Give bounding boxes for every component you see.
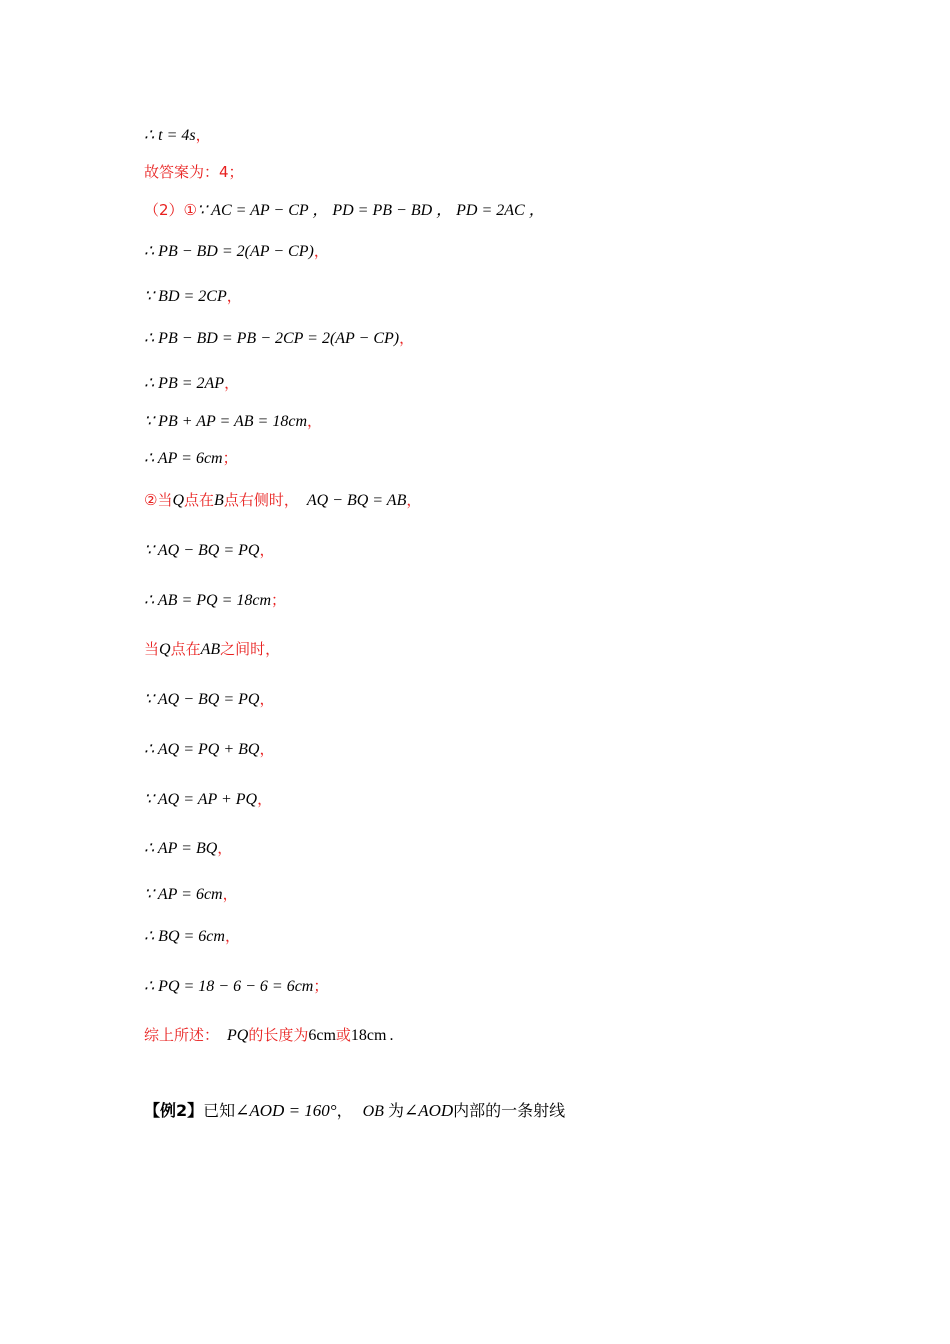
solution-line-8: ∵ PB + AP = AB = 18cm， bbox=[144, 412, 323, 430]
part2-line: （2）①∵ AC = AP − CP ， PD = PB − BD ， PD = 2AC ， bbox=[144, 201, 545, 219]
solution-line-11: ∵ AQ − BQ = PQ， bbox=[144, 541, 275, 559]
case1-heading: ②当Q点在B点右侧时， AQ − BQ = AB， bbox=[144, 491, 422, 509]
solution-line-17: ∴ AP = BQ， bbox=[144, 839, 233, 857]
solution-line-15: ∴ AQ = PQ + BQ， bbox=[144, 740, 275, 758]
solution-line-20: ∴ PQ = 18 − 6 − 6 = 6cm； bbox=[144, 977, 329, 995]
solution-line-18: ∵ AP = 6cm， bbox=[144, 885, 238, 903]
solution-line-5: ∵ BD = 2CP， bbox=[144, 287, 242, 305]
solution-line-4: ∴ PB − BD = 2(AP − CP)， bbox=[144, 242, 329, 260]
summary-line: 综上所述： PQ的长度为6cm或18cm . bbox=[144, 1026, 394, 1044]
solution-line-6: ∴ PB − BD = PB − 2CP = 2(AP − CP)， bbox=[144, 329, 415, 347]
solution-line-7: ∴ PB = 2AP， bbox=[144, 374, 240, 392]
solution-line-1: ∴ t = 4s， bbox=[144, 126, 211, 144]
solution-line-19: ∴ BQ = 6cm， bbox=[144, 927, 240, 945]
case2-heading: 当Q点在AB之间时， bbox=[144, 640, 281, 658]
example-tag: 【例2】 bbox=[144, 1101, 204, 1120]
solution-line-16: ∵ AQ = AP + PQ， bbox=[144, 790, 273, 808]
example-2-heading: 【例2】已知∠AOD = 160°， OB 为∠AOD内部的一条射线 bbox=[144, 1101, 566, 1120]
solution-line-14: ∵ AQ − BQ = PQ， bbox=[144, 690, 275, 708]
answer-line: 故答案为：4； bbox=[144, 163, 244, 181]
solution-line-9: ∴ AP = 6cm； bbox=[144, 449, 238, 467]
solution-line-12: ∴ AB = PQ = 18cm； bbox=[144, 591, 287, 609]
